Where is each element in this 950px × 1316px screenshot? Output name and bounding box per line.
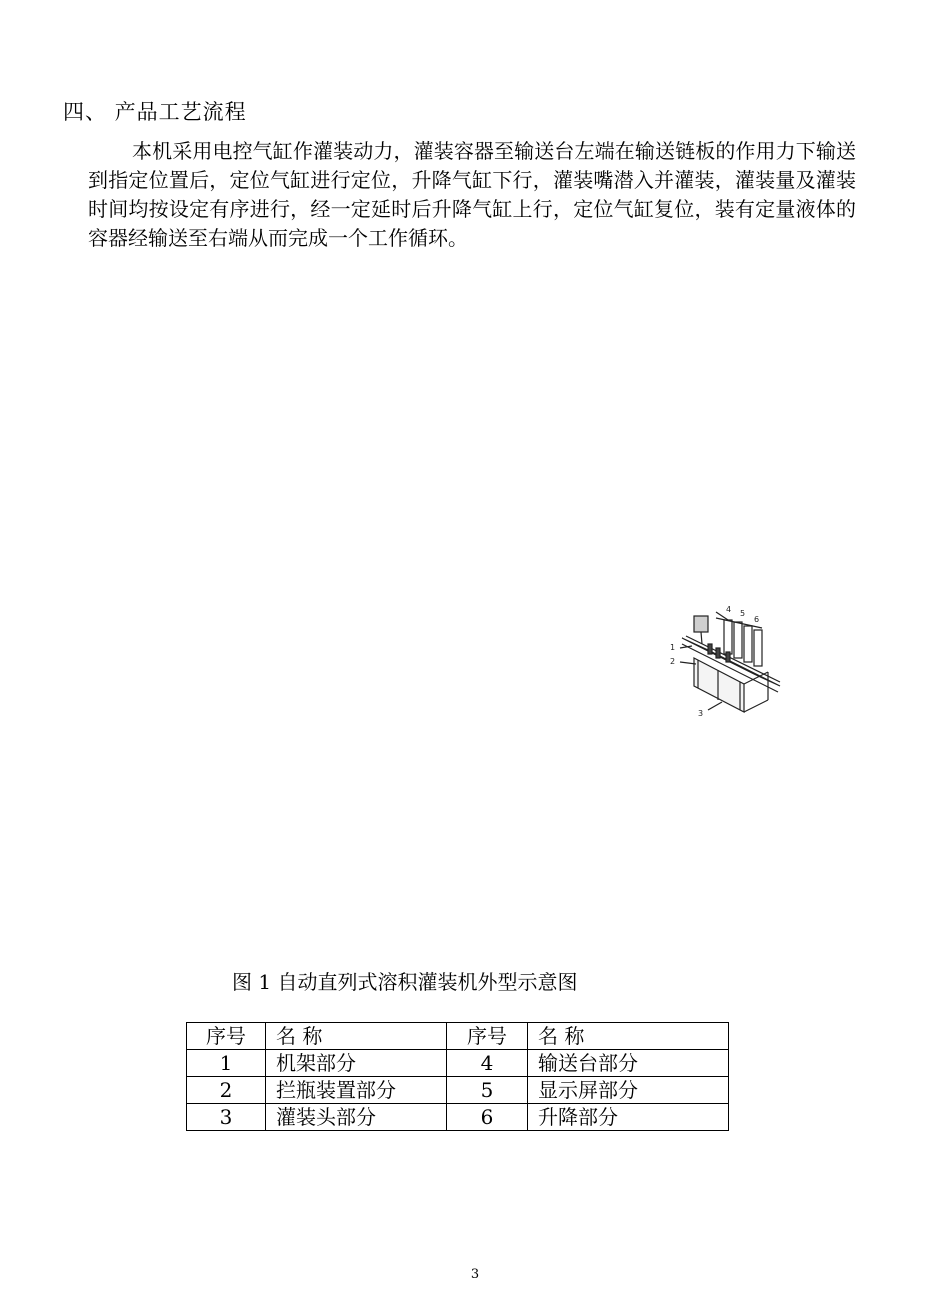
callout-5: 5 <box>740 609 746 618</box>
header-name: 名 称 <box>266 1023 447 1050</box>
filling-machine-drawing <box>668 600 788 720</box>
table-header-row <box>187 1023 729 1050</box>
part-name: 拦瓶装置部分 <box>266 1077 447 1104</box>
header-index: 序号 <box>187 1023 266 1050</box>
table-row <box>187 1104 729 1131</box>
part-name: 输送台部分 <box>528 1050 729 1077</box>
parts-table <box>186 1022 729 1131</box>
process-paragraph: 本机采用电控气缸作灌装动力，灌装容器至输送台左端在输送链板的作用力下输送到指定位置后，定位气缸进行定位，升降气缸下行，灌装嘴潜入并灌装，灌装量及灌装时间均按设定有序进行，经一定延时后升降气缸上行，定位气缸复位，装有定量液体的容器经输送至右端从而完成一个工作循环。 <box>88 139 856 250</box>
header-index: 序号 <box>447 1023 528 1050</box>
section-heading: 四、 产品工艺流程 <box>63 100 247 124</box>
callout-2: 2 <box>670 657 676 666</box>
table-row <box>187 1050 729 1077</box>
page-number: 3 <box>470 1267 480 1282</box>
part-name: 显示屏部分 <box>528 1077 729 1104</box>
callout-4: 4 <box>726 605 732 614</box>
header-name: 名 称 <box>528 1023 729 1050</box>
part-number: 5 <box>447 1077 528 1104</box>
callout-6: 6 <box>754 615 760 624</box>
callout-1: 1 <box>670 643 676 652</box>
part-number: 1 <box>187 1050 266 1077</box>
part-number: 6 <box>447 1104 528 1131</box>
part-name: 灌装头部分 <box>266 1104 447 1131</box>
part-number: 3 <box>187 1104 266 1131</box>
figure-caption: 图 1 自动直列式溶积灌装机外型示意图 <box>232 970 578 994</box>
part-name: 机架部分 <box>266 1050 447 1077</box>
part-name: 升降部分 <box>528 1104 729 1131</box>
filling-machine-illustration <box>668 600 788 720</box>
part-number: 2 <box>187 1077 266 1104</box>
callout-3: 3 <box>698 709 704 718</box>
part-number: 4 <box>447 1050 528 1077</box>
table-row <box>187 1077 729 1104</box>
